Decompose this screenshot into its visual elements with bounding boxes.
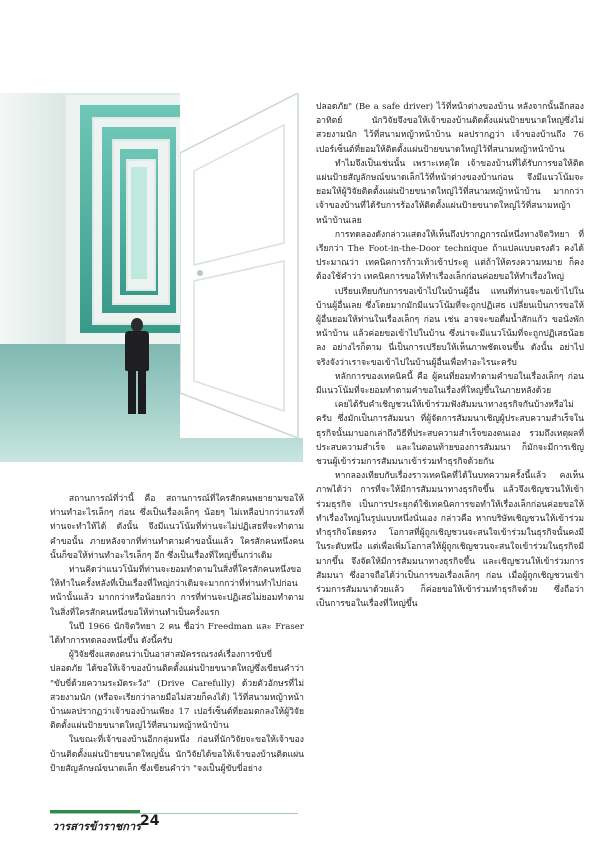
paragraph: ในขณะที่เจ้าของบ้านอีกกลุ่มหนึ่ง ก่อนที่นักวิจัยจะขอให้เจ้าของบ้านติดตั้งแผ่นป้ายขนาดใหญ่นั้น นักวิจัยได้ขอให้เจ้าของบ้านติดแผ่นป้ายสัญลักษณ์ขนาดเล็ก ซึ่งเขียนคำว่า "จงเป็นผู้ขับขี่อย่าง bbox=[50, 735, 304, 774]
person-figure bbox=[122, 318, 152, 418]
paragraph: ในปี 1966 นักจิตวิทยา 2 คน ชื่อว่า Freedman และ Fraser ได้ทำการทดลองหนึ่งขึ้น ดังนี้ครับ bbox=[50, 621, 304, 647]
footer-divider bbox=[50, 813, 298, 814]
page-number: 24 bbox=[140, 813, 160, 829]
paragraph: สถานการณ์ที่ว่านี้ คือ สถานการณ์ที่ใครสักคนพยายามขอให้ท่านทำอะไรเล็กๆ ก่อน ซึ่งเป็นเรื่องเล็กๆ น้อยๆ ไม่เหลือบ่ากว่าแรงที่ท่านจะทำให้ได้ ดังนั้น จึงมีแนวโน้มที่ท่านจะไม่ปฏิเสธที่จะทำตามคำขอนั้น ภายหลังจากที่ท่านทำตามคำขอนั้นแล้ว ใครสักคนหนึ่งคนนั้นก็ขอให้ท่านทำอะไรเล็กๆ อีก ซึ่งเป็นเรื่องที่ใหญ่ขึ้นกว่าเดิม bbox=[50, 494, 304, 561]
paragraph: ผู้วิจัยซึ่งแสดงตนว่าเป็นอาสาสมัครรณรงค์เรื่องการขับขี่ปลอดภัย ได้ขอให้เจ้าของบ้านติดตั้งแผ่นป้ายขนาดใหญ่ซึ่งเขียนคำว่า "ขับขี่ด้วยความระมัดระวัง" (Drive Carefully) ด้วยตัวอักษรที่ไม่สวยงามนัก (หรือจะเรียกว่าลายมือไม่สวยก็คงได้) ไว้ที่สนามหญ้าหน้าบ้านผลปรากฏว่าเจ้าของบ้านเพียง 17 เปอร์เซ็นต์ที่ยอมตกลงให้ผู้วิจัยติดตั้งแผ่นป้ายขนาดใหญ่ไว้ที่สนามหญ้าหน้าบ้าน bbox=[50, 650, 304, 732]
right-column-text bbox=[316, 100, 584, 611]
open-door-icon bbox=[180, 93, 305, 438]
paragraph: หลักการของเทคนิคนี้ คือ ผู้คนที่ยอมทำตามคำขอในเรื่องเล็กๆ ก่อน มีแนวโน้มที่จะยอมทำตามคำขอในเรื่องที่ใหญ่ขึ้นในภายหลังด้วย bbox=[316, 371, 584, 397]
paragraph: หากลองเทียบกับเรื่องราวเทคนิคที่ได้ในบทความครั้งนี้แล้ว คงเห็นภาพได้ว่า การที่จะให้มีการสัมมนาทางธุรกิจขึ้น แล้วจึงเชิญชวนให้เข้าร่วมธุรกิจ เป็นการประยุกต์ใช้เทคนิคการขอทำให้เรื่องเล็กก่อนค่อยขอให้ทำเรื่องใหญ่ในรูปแบบหนึ่งนั่นเอง กล่าวคือ หากบริษัทเชิญชวนให้เข้าร่วมทำธุรกิจโดยตรง โอกาสที่ผู้ถูกเชิญชวนจะสนใจเข้าร่วมในธุรกิจนั้นคงมีในระดับหนึ่ง แต่เพื่อเพิ่มโอกาสให้ผู้ถูกเชิญชวนจะสนใจเข้าร่วมในธุรกิจมีมากขึ้น จึงจัดให้มีการสัมมนาทางธุรกิจขึ้น และเชิญชวนให้เข้าร่วมการสัมมนา ซึ่งอาจถือได้ว่าเป็นการขอเรื่องเล็กๆ ก่อน เมื่อผู้ถูกเชิญชวนเข้าร่วมการสัมมนาด้วยแล้ว ก็ค่อยขอให้เข้าร่วมทำธุรกิจด้วย ซึ่งถือว่าเป็นการขอในเรื่องที่ใหญ่ขึ้น bbox=[316, 471, 584, 610]
paragraph: ปลอดภัย" (Be a safe driver) ไว้ที่หน้าต่างของบ้าน หลังจากนั้นอีกสองอาทิตย์ นักวิจัยจึงขอให้เจ้าของบ้านติดตั้งแผ่นป้ายขนาดใหญ่ซึ่งไม่สวยงามนัก ไว้ที่สนามหญ้าหน้าบ้าน ผลปรากฏว่า เจ้าของบ้านถึง 76 เปอร์เซ็นต์ที่ยอมให้ติดตั้งแผ่นป้ายขนาดใหญ่ไว้ที่สนามหญ้าหน้าบ้าน bbox=[316, 102, 584, 155]
paragraph: การทดลองดังกล่าวแสดงให้เห็นถึงปรากฏการณ์หนึ่งทางจิตวิทยา ที่เรียกว่า The Foot-in-the-Door technique ถ้าแปลแบบตรงตัว คงได้ประมาณว่า เทคนิคการก้าวเท้าเข้าประตู แต่ถ้าให้ตรงความหมาย ก็คงต้องใช้คำว่า เทคนิคการขอให้ทำเรื่องเล็กก่อนค่อยขอให้ทำเรื่องใหญ่ bbox=[316, 229, 584, 283]
paragraph: ท่านคิดว่าแนวโน้มที่ท่านจะยอมทำตามในสิ่งที่ใครสักคนหนึ่งขอให้ทำในครั้งหลังที่เป็นเรื่องที่ใหญ่กว่าเดิมจะมากกว่าที่ท่านทำไปก่อนหน้านั้นแล้ว มากกว่าหรือน้อยกว่า การที่ท่านจะปฏิเสธไม่ยอมทำตามในสิ่งที่ใครสักคนหนึ่งขอให้ท่านทำเป็นครั้งแรก bbox=[50, 565, 304, 618]
paragraph: ทำไมจึงเป็นเช่นนั้น เพราะเหตุใด เจ้าของบ้านที่ได้รับการขอให้ติดแผ่นป้ายสัญลักษณ์ขนาดเล็กไว้ที่หน้าต่างของบ้านก่อน จึงมีแนวโน้มจะยอมให้ผู้วิจัยติดตั้งแผ่นป้ายขนาดใหญ่ไว้ที่สนามหญ้าหน้าบ้าน มากกว่า เจ้าของบ้านที่ได้รับการร้องให้ติดตั้งแผ่นป้ายขนาดใหญ่ไว้ที่สนามหญ้าหน้าบ้านเลย bbox=[316, 158, 584, 226]
paragraph: เปรียบเทียบกับการขอเข้าไปในบ้านผู้อื่น แทนที่ท่านจะขอเข้าไปในบ้านผู้อื่นเลย ซึ่งโดยมากมักมีแนวโน้มที่จะถูกปฏิเสธ เปลี่ยนเป็นการขอให้ผู้อื่นยอมให้ท่านในเรื่องเล็กๆ ก่อน เช่น อาจจะขอดื่มน้ำสักแก้ว ขอนั่งพักหน้าบ้าน แล้วค่อยขอเข้าไปในบ้าน ซึ่งน่าจะมีแนวโน้มที่จะถูกปฏิเสธน้อยลง อย่างไรก็ตาม นี่เป็นการเปรียบให้เห็นภาพชัดเจนขึ้น ดังนั้น อย่าไปจริงจังว่าเราจะขอเข้าไปในบ้านผู้อื่นเพื่อทำอะไรนะครับ bbox=[316, 286, 584, 368]
paragraph: เคยได้รับคำเชิญชวนให้เข้าร่วมฟังสัมมนาทางธุรกิจกันบ้างหรือไม่ครับ ซึ่งมักเป็นการสัมมนา ที่ผู้จัดการสัมมนาเชิญผู้ประสบความสำเร็จในธุรกิจนั้นมาบอกเล่าถึงวิธีที่ประสบความสำเร็จของตนเอง รวมถึงเหตุผลที่ประสบความสำเร็จ และในตอนท้ายของการสัมมนา ก็มักจะมีการเชิญชวนผู้เข้าร่วมการสัมมนาเข้าร่วมทำธุรกิจด้วยกัน bbox=[316, 400, 584, 468]
left-column-text bbox=[50, 492, 304, 776]
magazine-title: วารสารข้าราชการ bbox=[52, 820, 142, 833]
